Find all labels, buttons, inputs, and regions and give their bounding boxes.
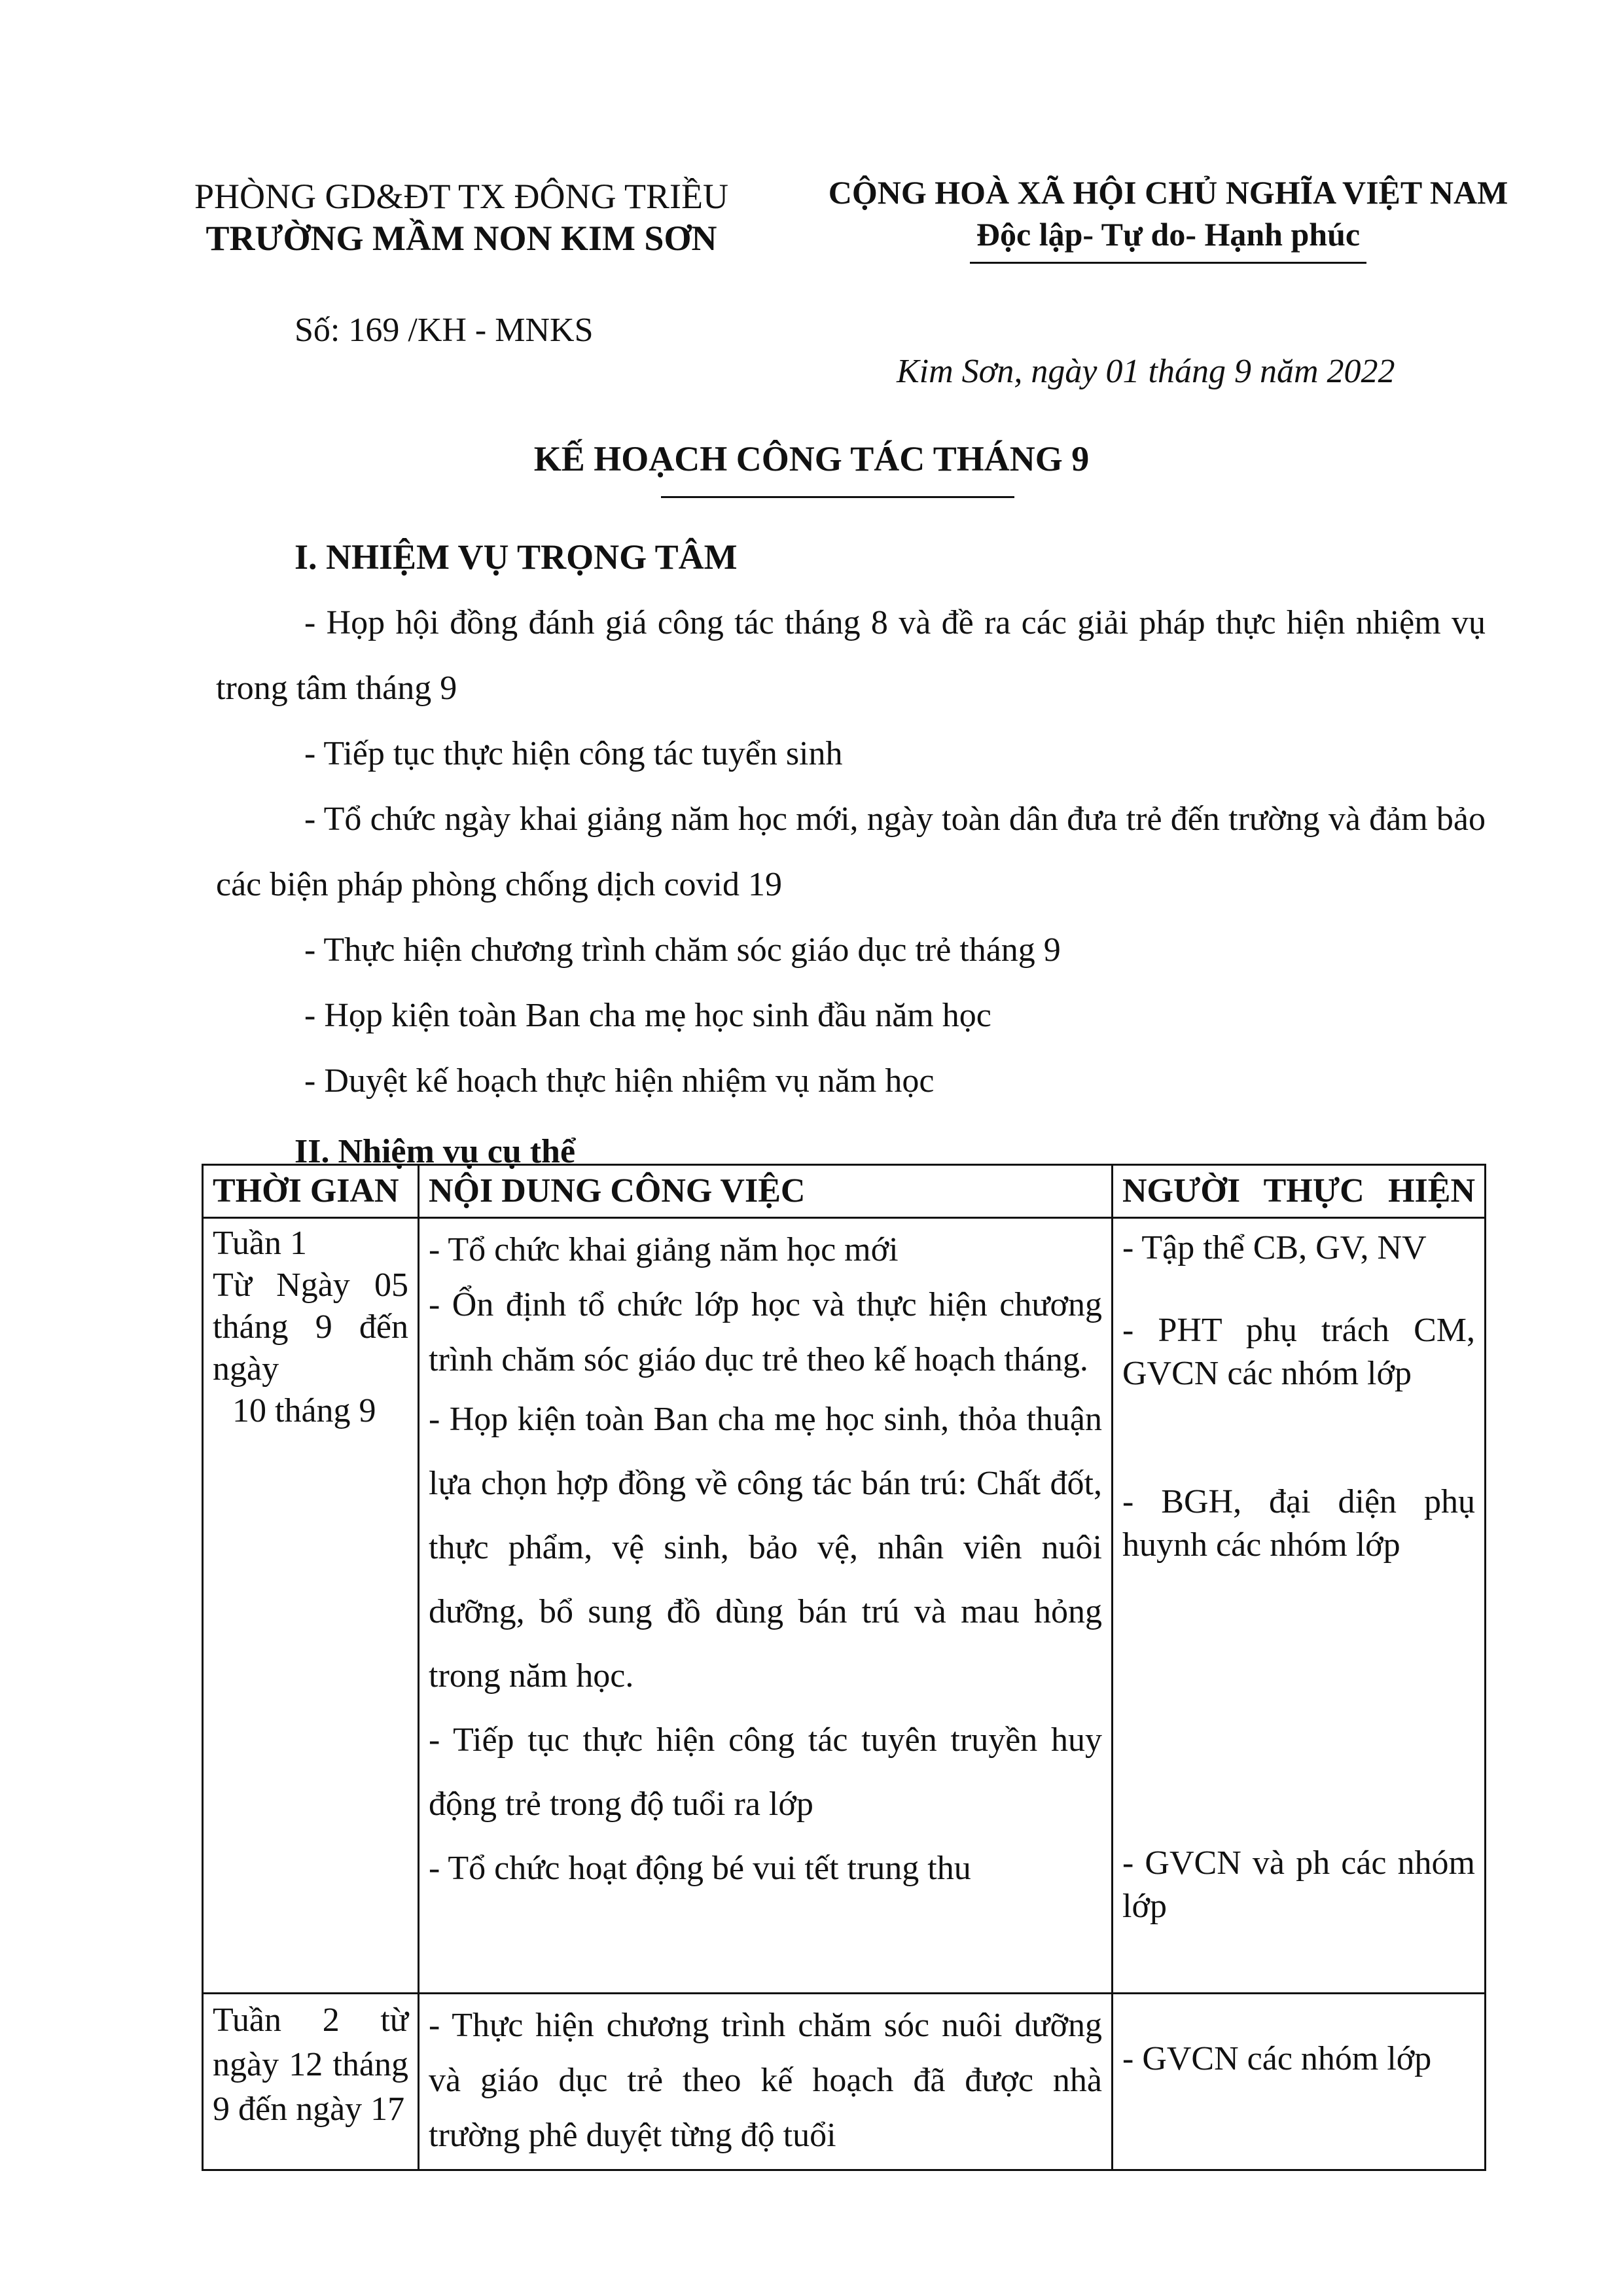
week2-tasks bbox=[419, 1994, 1113, 2170]
week1-range: Từ Ngày 05 tháng 9 đến ngày bbox=[213, 1266, 408, 1388]
responsible-item: - Tập thể CB, GV, NV bbox=[1122, 1229, 1427, 1266]
header-time: THỜI GIAN bbox=[203, 1165, 419, 1218]
list-item: - Thực hiện chương trình chăm sóc giáo dục trẻ tháng 9 bbox=[304, 931, 1061, 969]
week1-end: 10 tháng 9 bbox=[232, 1392, 376, 1429]
list-item: - Họp kiện toàn Ban cha mẹ học sinh đầu năm học bbox=[304, 997, 991, 1034]
table-header-row bbox=[203, 1165, 1486, 1218]
header-content: NỘI DUNG CÔNG VIỆC bbox=[419, 1165, 1113, 1218]
week2-time bbox=[203, 1994, 419, 2170]
department-name: PHÒNG GD&ĐT TX ĐÔNG TRIỀU bbox=[194, 177, 728, 216]
week2-responsible bbox=[1113, 1994, 1486, 2170]
responsible-item: - GVCN và ph các nhóm lớp bbox=[1122, 1844, 1475, 1925]
task-item: - Thực hiện chương trình chăm sóc nuôi dưỡng và giáo dục trẻ theo kế hoạch đã được nhà trường phê duyệt từng độ tuổi bbox=[429, 2007, 1102, 2154]
task-item: - Tổ chức hoạt động bé vui tết trung thu bbox=[429, 1850, 971, 1887]
document-title: KẾ HOẠCH CÔNG TÁC THÁNG 9 bbox=[533, 439, 1090, 478]
national-header bbox=[805, 171, 1531, 264]
week1-label: Tuần 1 bbox=[213, 1225, 308, 1262]
week1-responsible bbox=[1113, 1218, 1486, 1994]
issuing-organization bbox=[157, 175, 766, 259]
responsible-item: - GVCN các nhóm lớp bbox=[1122, 2040, 1432, 2077]
week1-time bbox=[203, 1218, 419, 1994]
table-row bbox=[203, 1994, 1486, 2170]
section2-heading: II. Nhiệm vụ cụ thể bbox=[294, 1133, 576, 1170]
list-item: - Duyệt kế hoạch thực hiện nhiệm vụ năm học bbox=[304, 1062, 935, 1100]
table-row bbox=[203, 1218, 1486, 1994]
week2-range: Tuần 2 từ ngày 12 tháng 9 đến ngày 17 bbox=[213, 2001, 408, 2128]
task-item: - Tổ chức khai giảng năm học mới bbox=[429, 1231, 899, 1268]
document-number: Số: 169 /KH - MNKS bbox=[294, 312, 594, 349]
task-table bbox=[202, 1164, 1486, 2171]
task-item: - Ổn định tổ chức lớp học và thực hiện chương trình chăm sóc giáo dục trẻ theo kế hoạch tháng. bbox=[429, 1286, 1102, 1378]
responsible-item: - BGH, đại diện phụ huynh các nhóm lớp bbox=[1122, 1483, 1475, 1564]
country-name: CỘNG HOÀ XÃ HỘI CHỦ NGHĨA VIỆT NAM bbox=[828, 174, 1508, 211]
week1-tasks bbox=[419, 1218, 1113, 1994]
title-underline bbox=[661, 496, 1014, 498]
section1-heading: I. NHIỆM VỤ TRỌNG TÂM bbox=[294, 537, 738, 577]
responsible-item: - PHT phụ trách CM, GVCN các nhóm lớp bbox=[1122, 1312, 1475, 1392]
list-item: - Tổ chức ngày khai giảng năm học mới, ngày toàn dân đưa trẻ đến trường và đảm bảo các biện pháp phòng chống dịch covid 19 bbox=[216, 800, 1486, 903]
section1-items bbox=[216, 590, 1486, 1114]
task-item: - Tiếp tục thực hiện công tác tuyên truyền huy động trẻ trong độ tuổi ra lớp bbox=[429, 1721, 1102, 1823]
national-motto: Độc lập- Tự do- Hạnh phúc bbox=[970, 213, 1366, 264]
date-line: Kim Sơn, ngày 01 tháng 9 năm 2022 bbox=[897, 353, 1395, 390]
school-name: TRƯỜNG MẦM NON KIM SƠN bbox=[205, 219, 717, 258]
list-item: - Họp hội đồng đánh giá công tác tháng 8 và đề ra các giải pháp thực hiện nhiệm vụ trong tâm tháng 9 bbox=[216, 604, 1486, 707]
task-item: - Họp kiện toàn Ban cha mẹ học sinh, thỏa thuận lựa chọn hợp đồng về công tác bán trú: Chất đốt, thực phẩm, vệ sinh, bảo vệ, nhân viên nuôi dưỡng, bổ sung đồ dùng bán trú và mau hỏng trong năm học. bbox=[429, 1401, 1102, 1695]
list-item: - Tiếp tục thực hiện công tác tuyển sinh bbox=[304, 735, 843, 772]
header-responsible: NGƯỜI THỰC HIỆN bbox=[1113, 1165, 1486, 1218]
